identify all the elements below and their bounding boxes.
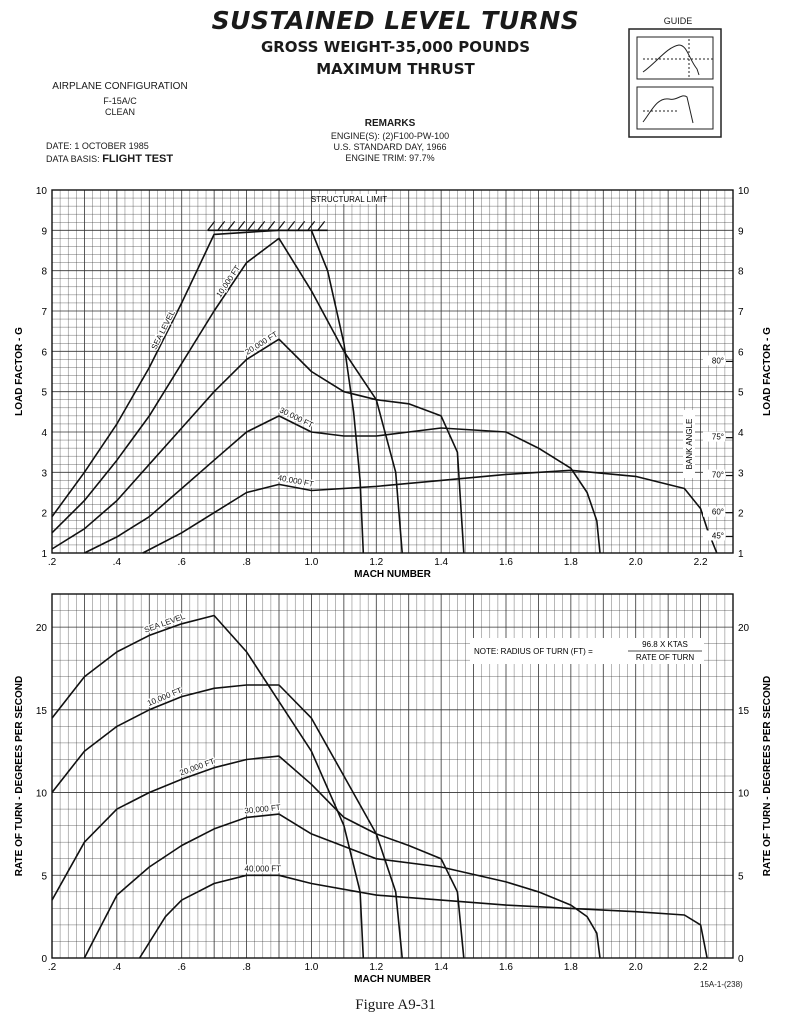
y-tick-label-right: 1 bbox=[738, 549, 744, 560]
x-tick-label: 1.6 bbox=[499, 557, 513, 568]
series-label: SEA LEVEL bbox=[143, 611, 187, 635]
y-tick-label-right: 7 bbox=[738, 307, 744, 318]
figure-code: 15A-1-(238) bbox=[700, 980, 743, 989]
bank-angle-label: 80° bbox=[711, 356, 724, 366]
y-tick-label-left: 10 bbox=[35, 186, 47, 197]
series-label: 30,000 FT bbox=[243, 802, 282, 816]
series-line-40-000-ft bbox=[143, 470, 717, 553]
structural-limit-hatch bbox=[268, 221, 275, 230]
y-axis-label-left: RATE OF TURN - DEGREES PER SECOND bbox=[14, 675, 25, 877]
y-axis-label-left: LOAD FACTOR - G bbox=[14, 327, 25, 416]
page-subtitle-weight: GROSS WEIGHT-35,000 POUNDS bbox=[260, 38, 531, 56]
y-tick-label-right: 4 bbox=[738, 428, 744, 439]
x-tick-label: 2.2 bbox=[693, 962, 708, 973]
y-tick-label-left: 1 bbox=[41, 549, 47, 560]
y-tick-label-right: 0 bbox=[738, 954, 744, 965]
series-line-40-000-ft bbox=[140, 875, 708, 958]
series-line-30-000-ft bbox=[84, 814, 600, 958]
series-line-20-000-ft bbox=[52, 756, 464, 958]
note-numerator: 96.8 X KTAS bbox=[642, 640, 688, 649]
structural-limit-hatch bbox=[238, 221, 245, 230]
x-tick-label: 2.0 bbox=[628, 557, 643, 568]
structural-limit-hatch bbox=[288, 221, 295, 230]
x-tick-label: .2 bbox=[47, 557, 57, 568]
y-tick-label-left: 8 bbox=[41, 266, 47, 278]
load-factor-chart bbox=[14, 186, 773, 580]
y-tick-label-left: 6 bbox=[41, 347, 47, 359]
x-tick-label: 1.0 bbox=[304, 557, 319, 568]
x-tick-label: .2 bbox=[47, 962, 57, 973]
page-subtitle-thrust: MAXIMUM THRUST bbox=[316, 60, 475, 78]
x-tick-label: 1.8 bbox=[563, 962, 578, 973]
y-axis-label-right: RATE OF TURN - DEGREES PER SECOND bbox=[762, 675, 773, 877]
figure-caption: Figure A9-31 bbox=[355, 997, 436, 1013]
x-tick-label: 1.4 bbox=[434, 557, 449, 568]
config-heading: AIRPLANE CONFIGURATION bbox=[52, 81, 188, 92]
y-tick-label-right: 10 bbox=[738, 186, 750, 197]
y-tick-label-right: 10 bbox=[738, 788, 750, 800]
config-model: F-15A/C bbox=[103, 96, 137, 106]
y-tick-label-left: 9 bbox=[41, 226, 47, 238]
remarks-engine-trim: ENGINE TRIM: 97.7% bbox=[345, 153, 435, 163]
series-label: SEA LEVEL bbox=[149, 308, 177, 352]
grid-minor bbox=[52, 190, 733, 553]
x-axis-label: MACH NUMBER bbox=[354, 974, 431, 985]
structural-limit-label: STRUCTURAL LIMIT bbox=[310, 195, 388, 204]
remarks-standard-day: U.S. STANDARD DAY, 1966 bbox=[333, 142, 447, 152]
data-basis-label: DATA BASIS: bbox=[46, 154, 100, 164]
y-tick-label-right: 8 bbox=[738, 266, 744, 278]
structural-limit-hatch bbox=[258, 221, 265, 230]
bank-angle-title: BANK ANGLE bbox=[685, 418, 694, 470]
x-tick-label: .4 bbox=[112, 962, 122, 973]
y-tick-label-right: 9 bbox=[738, 226, 744, 238]
x-tick-label: .6 bbox=[177, 557, 186, 568]
series-label: 20,000 FT bbox=[178, 756, 216, 778]
y-tick-label-right: 5 bbox=[738, 871, 744, 883]
config-clean: CLEAN bbox=[104, 107, 135, 117]
x-axis-label: MACH NUMBER bbox=[354, 569, 431, 580]
structural-limit-hatch bbox=[218, 221, 225, 230]
x-tick-label: 1.4 bbox=[434, 962, 449, 973]
y-tick-label-right: 20 bbox=[738, 623, 750, 635]
bank-angle-label: 60° bbox=[711, 507, 724, 517]
rate-of-turn-chart bbox=[14, 594, 773, 985]
series-label: 30,000 FT bbox=[278, 405, 315, 430]
series-line-30-000-ft bbox=[84, 416, 600, 553]
x-tick-label: 1.6 bbox=[499, 962, 513, 973]
y-tick-label-left: 3 bbox=[41, 468, 47, 480]
page-title: SUSTAINED LEVEL TURNS bbox=[211, 6, 580, 35]
x-tick-label: 2.2 bbox=[693, 557, 708, 568]
x-tick-label: .6 bbox=[177, 962, 186, 973]
x-tick-label: 1.0 bbox=[304, 962, 319, 973]
data-basis-value: FLIGHT TEST bbox=[102, 153, 174, 165]
structural-limit-hatch bbox=[298, 221, 305, 230]
guide-label: GUIDE bbox=[663, 16, 693, 26]
x-tick-label: 1.2 bbox=[369, 557, 384, 568]
y-tick-label-right: 5 bbox=[738, 387, 744, 399]
series-label: 40,000 FT bbox=[276, 473, 315, 489]
y-tick-label-right: 3 bbox=[738, 468, 744, 480]
series-label: 10,000 FT bbox=[214, 263, 243, 300]
y-tick-label-left: 5 bbox=[41, 871, 47, 883]
x-tick-label: 1.2 bbox=[369, 962, 384, 973]
remarks-heading: REMARKS bbox=[364, 118, 416, 129]
bank-angle-label: 75° bbox=[711, 432, 724, 442]
remarks-engine: ENGINE(S): (2)F100-PW-100 bbox=[330, 131, 450, 141]
note-denominator: RATE OF TURN bbox=[635, 653, 695, 662]
series-line-20-000-ft bbox=[52, 339, 464, 553]
series-line-sea-level bbox=[52, 616, 363, 959]
x-tick-label: .4 bbox=[112, 557, 122, 568]
structural-limit-hatch bbox=[248, 221, 255, 230]
structural-limit-hatch bbox=[318, 221, 325, 230]
series-label: 10,000 FT bbox=[145, 685, 184, 708]
y-tick-label-right: 2 bbox=[738, 508, 744, 520]
y-tick-label-left: 5 bbox=[41, 387, 47, 399]
y-tick-label-right: 6 bbox=[738, 347, 744, 359]
bank-angle-label: 70° bbox=[711, 470, 724, 480]
x-tick-label: 1.8 bbox=[563, 557, 578, 568]
y-tick-label-left: 7 bbox=[41, 307, 47, 318]
series-label: 20,000 FT bbox=[243, 329, 280, 357]
x-tick-label: .8 bbox=[242, 557, 251, 568]
structural-limit-hatch bbox=[228, 221, 235, 230]
series-label: 40,000 FT bbox=[244, 864, 282, 874]
y-tick-label-left: 10 bbox=[35, 788, 47, 800]
structural-limit-hatch bbox=[208, 221, 215, 230]
x-tick-label: 2.0 bbox=[628, 962, 643, 973]
y-tick-label-left: 4 bbox=[41, 428, 47, 439]
date-text: DATE: 1 OCTOBER 1985 bbox=[46, 141, 149, 151]
y-tick-label-right: 15 bbox=[738, 705, 750, 717]
y-tick-label-left: 15 bbox=[35, 705, 47, 717]
bank-angle-label: 45° bbox=[711, 531, 724, 541]
y-axis-label-right: LOAD FACTOR - G bbox=[762, 327, 773, 416]
y-tick-label-left: 2 bbox=[41, 508, 47, 520]
x-tick-label: .8 bbox=[242, 962, 251, 973]
y-tick-label-left: 0 bbox=[41, 954, 47, 965]
y-tick-label-left: 20 bbox=[35, 623, 47, 635]
note-prefix: NOTE: RADIUS OF TURN (FT) = bbox=[474, 647, 593, 656]
